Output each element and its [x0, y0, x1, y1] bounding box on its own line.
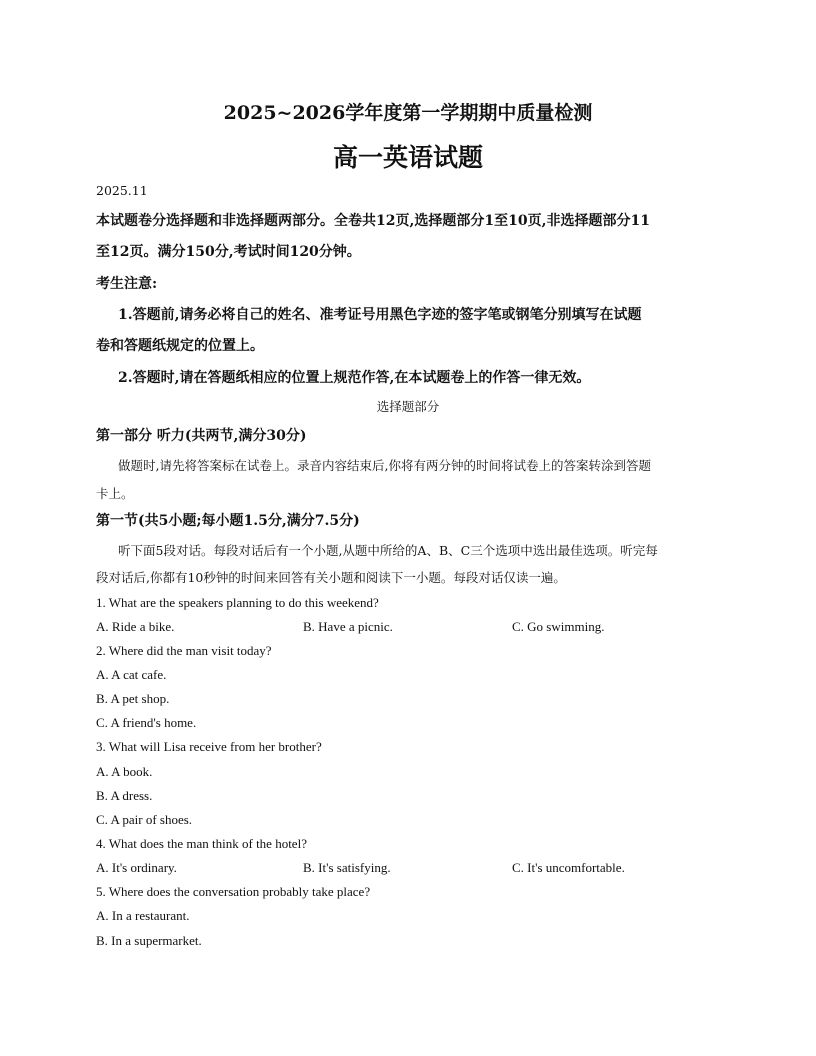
q1-option-c: C. Go swimming. — [512, 619, 605, 634]
intro-line-1: 本试题卷分选择题和非选择题两部分。全卷共12页,选择题部分1至10页,非选择题部分11 — [96, 213, 650, 229]
q5-option-b: B. In a supermarket. — [96, 933, 202, 948]
q3-option-b: B. A dress. — [96, 788, 153, 803]
part1-instructions-line-1: 做题时,请先将答案标在试卷上。录音内容结束后,你将有两分钟的时间将试卷上的答案转涂到答题 — [118, 458, 651, 473]
section-title: 选择题部分 — [376, 399, 440, 414]
exam-date: 2025.11 — [96, 183, 148, 198]
question-3: 3. What will Lisa receive from her brother? — [96, 739, 322, 754]
question-5: 5. Where does the conversation probably take place? — [96, 884, 371, 899]
part1-instructions-line-2: 卡上。 — [96, 486, 134, 501]
q1-option-a: A. Ride a bike. — [96, 619, 175, 634]
q2-option-a: A. A cat cafe. — [96, 667, 167, 682]
section1-heading: 第一节(共5小题;每小题1.5分,满分7.5分) — [96, 513, 360, 529]
q3-option-a: A. A book. — [96, 764, 153, 779]
question-1: 1. What are the speakers planning to do this weekend? — [96, 595, 379, 610]
question-4: 4. What does the man think of the hotel? — [96, 836, 307, 851]
q2-option-c: C. A friend's home. — [96, 715, 197, 730]
q5-option-a: A. In a restaurant. — [96, 908, 190, 923]
section1-instructions-line-2: 段对话后,你都有10秒钟的时间来回答有关小题和阅读下一小题。每段对话仅读一遍。 — [96, 570, 566, 585]
part1-heading: 第一部分 听力(共两节,满分30分) — [96, 428, 307, 444]
exam-title: 2025~2026学年度第一学期期中质量检测 — [223, 102, 593, 124]
q2-option-b: B. A pet shop. — [96, 691, 170, 706]
q3-option-c: C. A pair of shoes. — [96, 812, 193, 827]
q4-option-b: B. It's satisfying. — [303, 860, 391, 875]
section1-instructions-line-1: 听下面5段对话。每段对话后有一个小题,从题中所给的A、B、C三个选项中选出最佳选项。听完每 — [118, 543, 658, 558]
q1-option-b: B. Have a picnic. — [303, 619, 393, 634]
notice-item-2: 2.答题时,请在答题纸相应的位置上规范作答,在本试题卷上的作答一律无效。 — [118, 370, 591, 386]
notice-item-1-line-2: 卷和答题纸规定的位置上。 — [96, 338, 264, 354]
q4-option-c: C. It's uncomfortable. — [512, 860, 625, 875]
q4-option-a: A. It's ordinary. — [96, 860, 177, 875]
question-2: 2. Where did the man visit today? — [96, 643, 272, 658]
notice-item-1-line-1: 1.答题前,请务必将自己的姓名、准考证号用黑色字迹的签字笔或钢笔分别填写在试题 — [118, 307, 642, 323]
exam-subtitle: 高一英语试题 — [332, 143, 483, 172]
notice-heading: 考生注意: — [96, 276, 158, 292]
intro-line-2: 至12页。满分150分,考试时间120分钟。 — [96, 244, 361, 260]
